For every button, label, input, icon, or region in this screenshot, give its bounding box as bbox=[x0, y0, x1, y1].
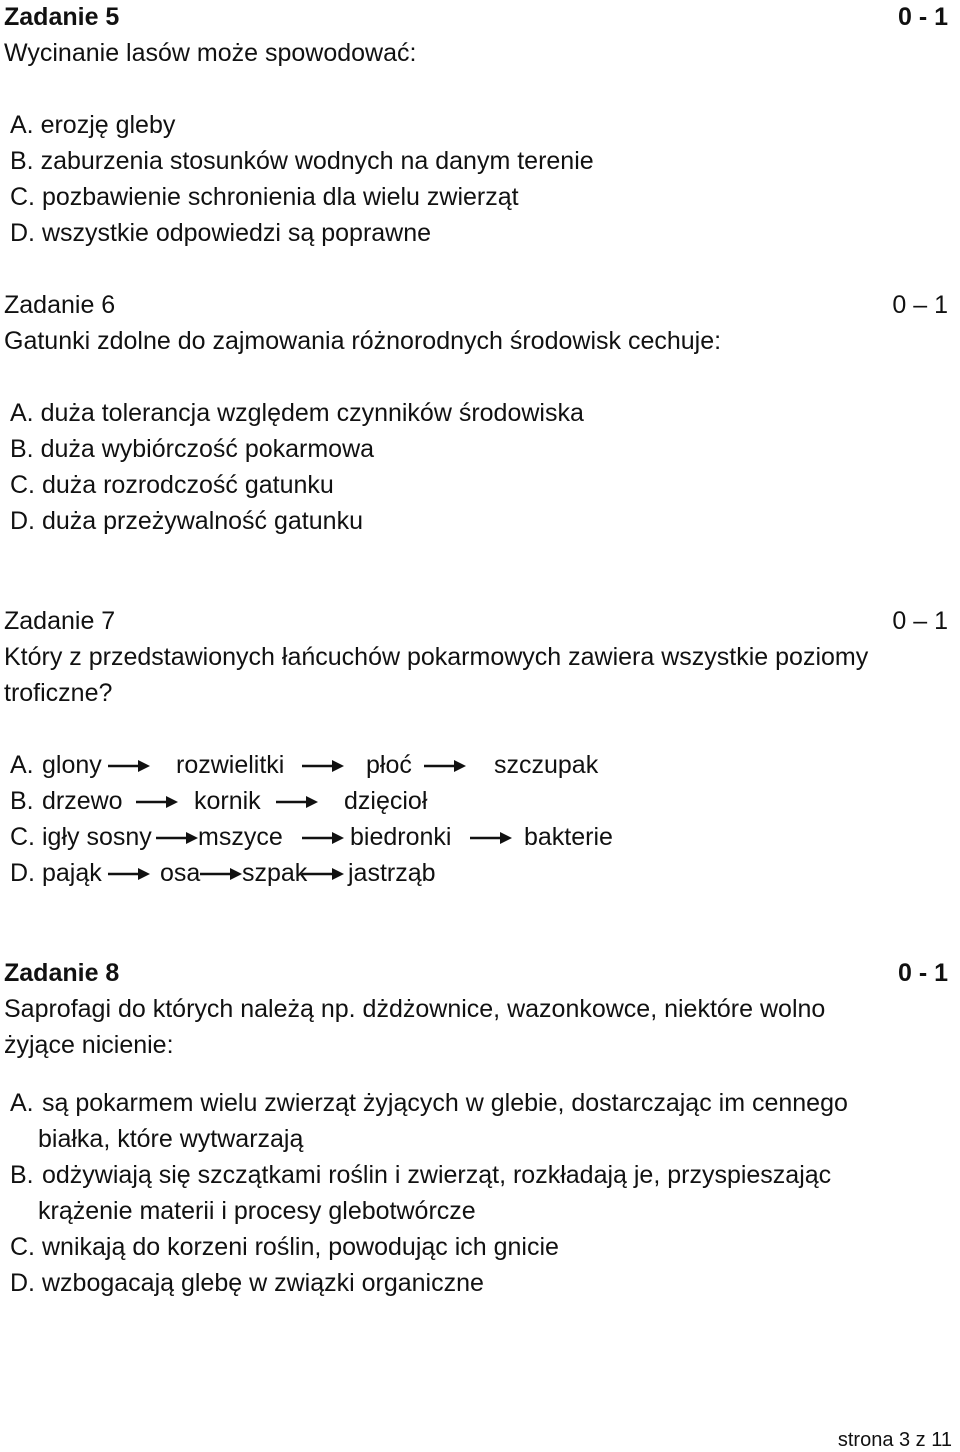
arrow-icon bbox=[302, 759, 344, 773]
task8-option-c-label: C. bbox=[10, 1233, 35, 1261]
task7-question-line1: Który z przedstawionych łańcuchów pokarmowych zawiera wszystkie poziomy bbox=[4, 643, 869, 671]
task6-question: Gatunki zdolne do zajmowania różnorodnych środowisk cechuje: bbox=[4, 327, 722, 355]
task6-option-b: B. duża wybiórczość pokarmowa bbox=[10, 435, 375, 463]
arrow-icon bbox=[470, 831, 512, 845]
task8-question-line1: Saprofagi do których należą np. dżdżownice, wazonkowce, niektóre wolno bbox=[4, 995, 826, 1023]
task8-option-a-label: A. bbox=[10, 1089, 34, 1117]
chain-c-item-2: mszyce bbox=[198, 823, 283, 851]
arrow-icon bbox=[302, 867, 344, 881]
arrow-icon bbox=[108, 759, 150, 773]
chain-c-item-1: igły sosny bbox=[42, 823, 152, 851]
task8-option-c-line1: wnikają do korzeni roślin, powodując ich gnicie bbox=[42, 1233, 559, 1261]
chain-c-item-3: biedronki bbox=[350, 823, 452, 851]
task8-option-a-line1: są pokarmem wielu zwierząt żyjących w glebie, dostarczając im cennego bbox=[42, 1089, 848, 1117]
task8-title: Zadanie 8 bbox=[4, 959, 120, 987]
task5-option-c: C. pozbawienie schronienia dla wielu zwierząt bbox=[10, 183, 519, 211]
arrow-icon bbox=[276, 795, 318, 809]
task6-option-a: A. duża tolerancja względem czynników środowiska bbox=[10, 399, 584, 427]
chain-c-label: C. bbox=[10, 823, 35, 851]
chain-d-item-4: jastrząb bbox=[348, 859, 436, 887]
task5-option-b: B. zaburzenia stosunków wodnych na danym terenie bbox=[10, 147, 594, 175]
task6-option-d: D. duża przeżywalność gatunku bbox=[10, 507, 363, 535]
task5-option-a: A. erozję gleby bbox=[10, 111, 176, 139]
task5-question: Wycinanie lasów może spowodować: bbox=[4, 39, 417, 67]
arrow-icon bbox=[108, 867, 150, 881]
arrow-icon bbox=[156, 831, 198, 845]
arrow-icon bbox=[136, 795, 178, 809]
arrow-icon bbox=[200, 867, 242, 881]
task5-option-d: D. wszystkie odpowiedzi są poprawne bbox=[10, 219, 432, 247]
task7-points: 0 – 1 bbox=[892, 607, 948, 635]
chain-b-item-2: kornik bbox=[194, 787, 261, 815]
task7-title: Zadanie 7 bbox=[4, 607, 116, 635]
task8-option-b-label: B. bbox=[10, 1161, 34, 1189]
task8-points: 0 - 1 bbox=[897, 959, 948, 987]
task8-question-line2: żyjące nicienie: bbox=[4, 1031, 174, 1059]
chain-a-item-4: szczupak bbox=[494, 751, 599, 779]
task8-option-b-line2: krążenie materii i procesy glebotwórcze bbox=[38, 1197, 476, 1225]
chain-d-item-1: pająk bbox=[42, 859, 102, 887]
task7-question-line2: troficzne? bbox=[4, 679, 113, 707]
arrow-icon bbox=[424, 759, 466, 773]
chain-c-item-4: bakterie bbox=[524, 823, 613, 851]
chain-d-label: D. bbox=[10, 859, 35, 887]
task6-points: 0 – 1 bbox=[892, 291, 948, 319]
chain-b-item-1: drzewo bbox=[42, 787, 123, 815]
chain-b-item-3: dzięcioł bbox=[344, 787, 428, 815]
task5-points: 0 - 1 bbox=[897, 3, 948, 31]
task6-title: Zadanie 6 bbox=[4, 291, 116, 319]
chain-d-item-3: szpak bbox=[242, 859, 308, 887]
task8-option-d-label: D. bbox=[10, 1269, 35, 1297]
chain-a-label: A. bbox=[10, 751, 34, 779]
arrow-icon bbox=[302, 831, 344, 845]
task5-title: Zadanie 5 bbox=[4, 3, 120, 31]
chain-a-item-1: glony bbox=[42, 751, 102, 779]
page-number: strona 3 z 11 bbox=[837, 1429, 952, 1451]
task8-option-b-line1: odżywiają się szczątkami roślin i zwierząt, rozkładają je, przyspieszając bbox=[42, 1161, 832, 1189]
task8-option-d-line1: wzbogacają glebę w związki organiczne bbox=[42, 1269, 484, 1297]
chain-a-item-3: płoć bbox=[366, 751, 412, 779]
task6-option-c: C. duża rozrodczość gatunku bbox=[10, 471, 334, 499]
chain-a-item-2: rozwielitki bbox=[176, 751, 285, 779]
chain-b-label: B. bbox=[10, 787, 34, 815]
chain-d-item-2: osa bbox=[160, 859, 201, 887]
task8-option-a-line2: białka, które wytwarzają bbox=[38, 1125, 304, 1153]
